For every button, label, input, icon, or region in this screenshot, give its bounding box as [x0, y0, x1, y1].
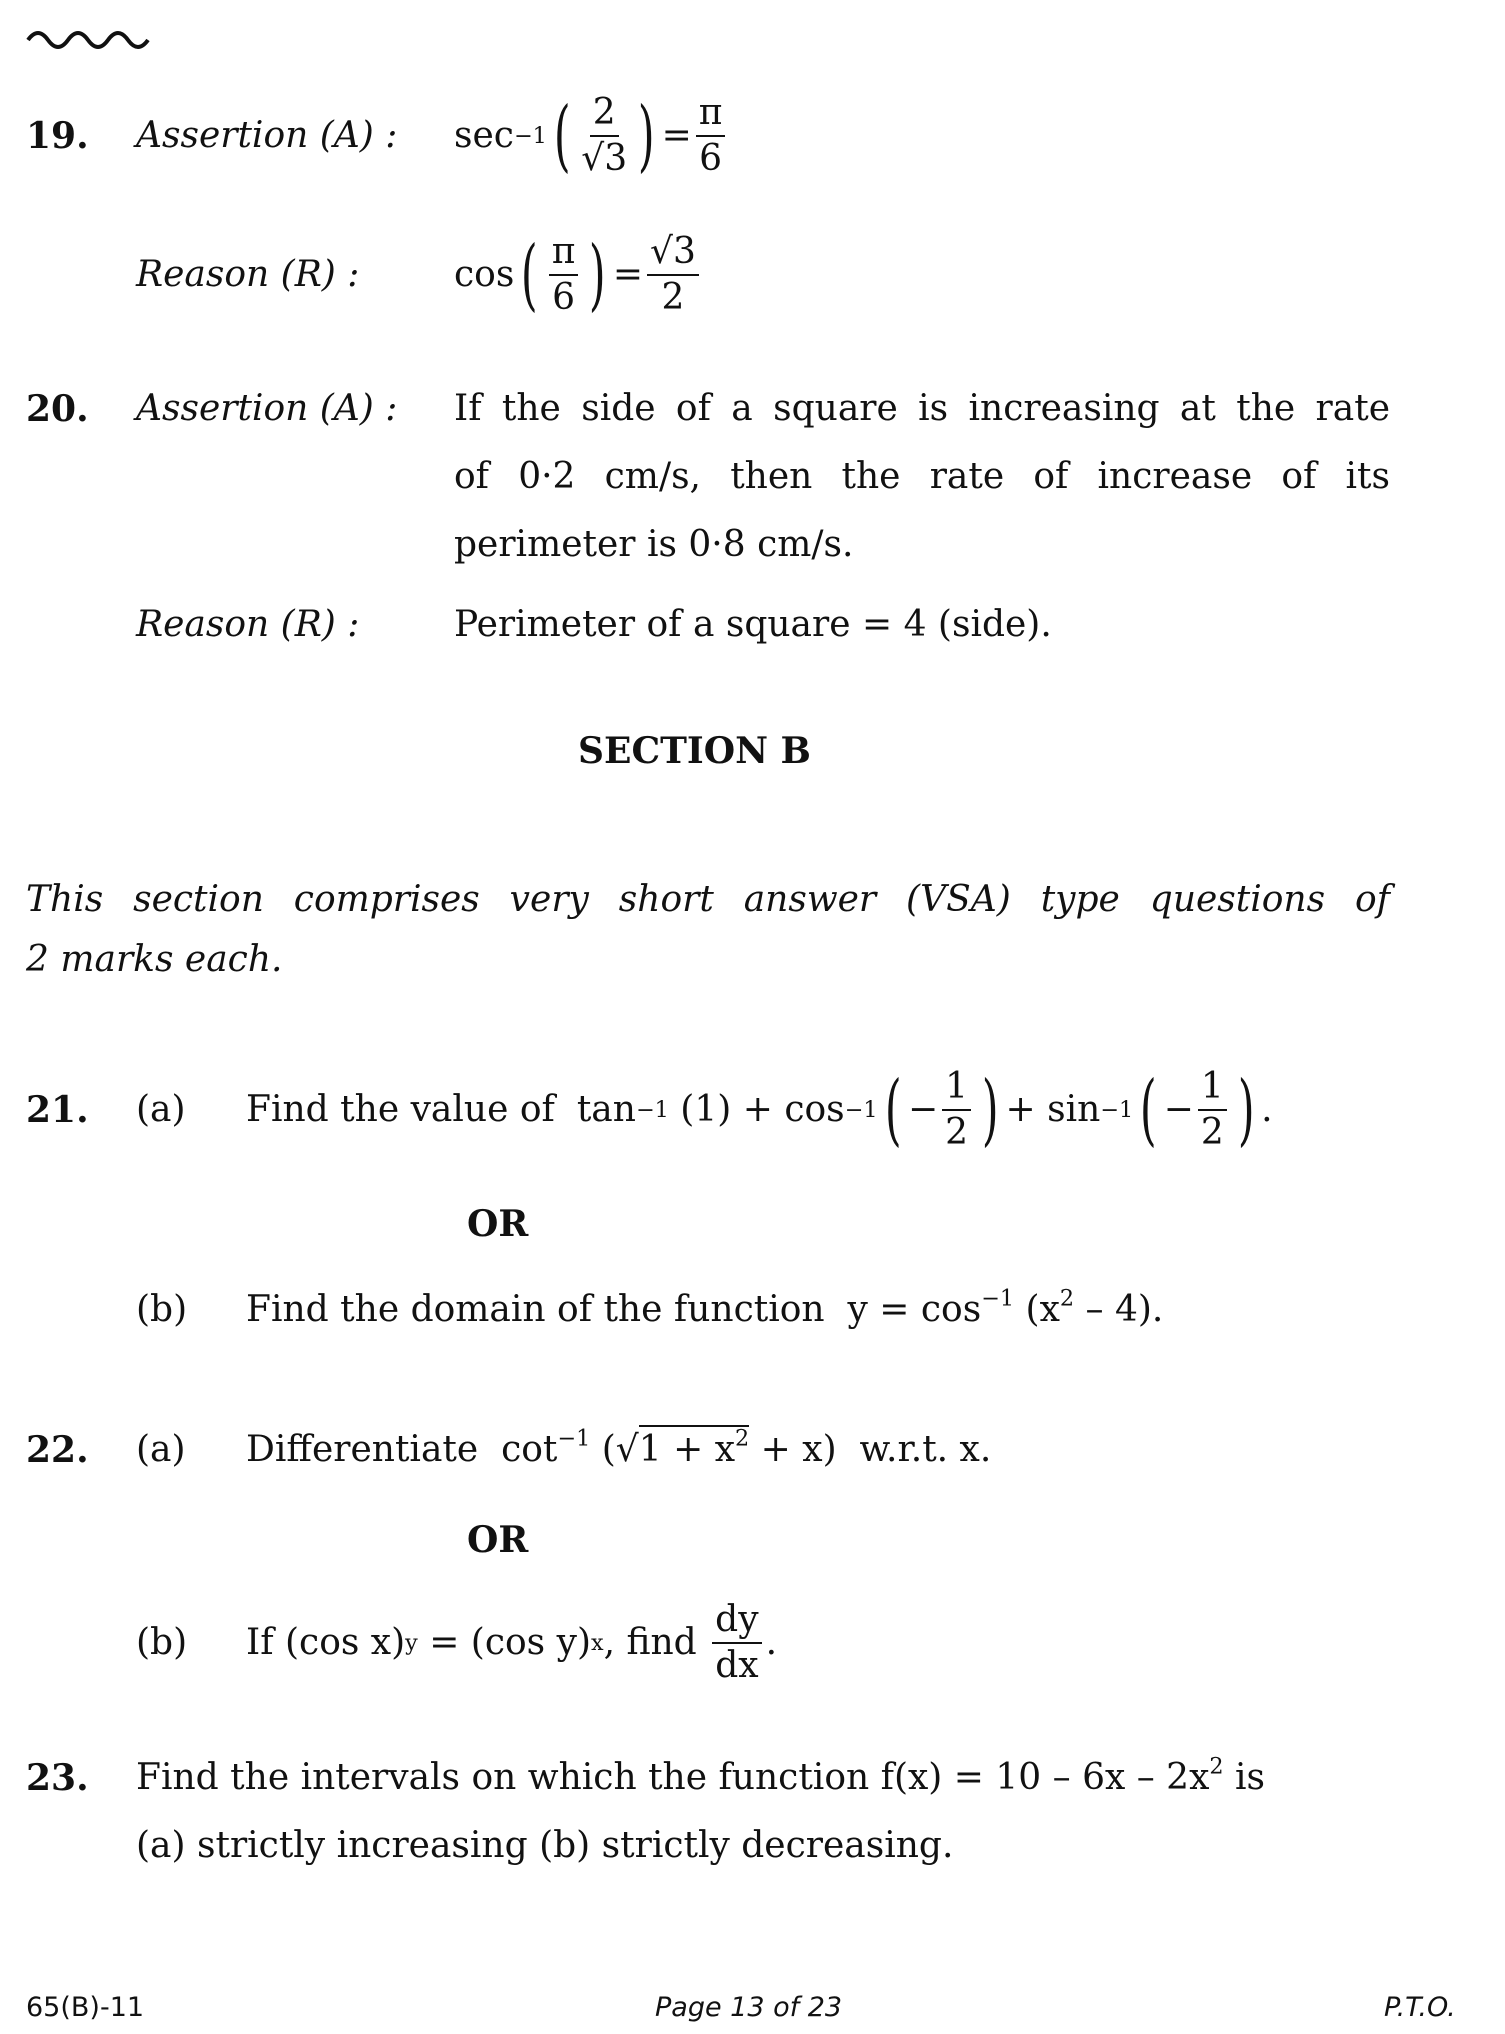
assertion-text: perimeter is 0·8 cm/s.: [454, 524, 854, 565]
period: .: [765, 1622, 778, 1663]
section-title: SECTION B: [578, 730, 811, 772]
pto: P.T.O.: [1384, 1992, 1456, 2023]
assertion-text: If the side of a square is increasing at the rate: [454, 388, 1390, 429]
numerator: 2: [590, 94, 619, 137]
question-23-text: (a) strictly increasing (b) strictly decreasing.: [136, 1825, 954, 1866]
math-text: w.r.t. x.: [859, 1429, 992, 1470]
question-number: 19.: [26, 115, 89, 157]
equals: =: [661, 115, 692, 156]
numerator: π: [549, 233, 579, 276]
question-23-text: [136, 1753, 1266, 1798]
part-label: (b): [136, 1289, 188, 1330]
exponent: −1: [981, 1285, 1015, 1312]
question-21a-text: Find the value of tan −1 (1) + cos −1 ( − $\frac{1}{2}$ ) + sin −1 ( − $\frac{1}{2}$ ) .: [246, 1065, 1273, 1155]
numerator: dy: [712, 1601, 761, 1644]
numerator: π: [696, 94, 726, 137]
wave-mark-icon: [24, 26, 156, 52]
question-number: 23.: [26, 1757, 89, 1799]
reason-label: Reason (R) :: [136, 604, 360, 645]
exponent: 2: [735, 1425, 750, 1452]
math-text: (1) + cos: [680, 1089, 845, 1130]
denominator: √3: [581, 138, 628, 179]
math-text: cot: [501, 1429, 558, 1470]
denominator: 2: [945, 1112, 969, 1153]
question-22a-text: Differentiate $\cot^{-1} (√1 + x^2 + x)$ w.r.t. x.: [246, 1425, 992, 1470]
assertion-label: Assertion (A) :: [136, 115, 398, 156]
assertion-text: of 0·2 cm/s, then the rate of increase of its: [454, 456, 1390, 497]
page-number: Page 13 of 23: [655, 1992, 843, 2023]
denominator: 6: [699, 138, 723, 179]
text: Find the domain of the function: [246, 1289, 825, 1330]
math-text: (x: [1025, 1289, 1060, 1330]
question-22b-text: If (cos x) y = (cos y) x , find $\frac{dy}{dx}$ .: [246, 1599, 778, 1686]
text: Find the value of: [246, 1089, 555, 1130]
exponent: 2: [1059, 1285, 1075, 1312]
assertion-math: sec −1 ( $\frac{2}{√3}$ ) = $\frac{\pi}{6}$: [454, 86, 729, 186]
exponent: 2: [1209, 1753, 1224, 1780]
denominator: 6: [552, 277, 576, 318]
math-text: tan: [576, 1089, 636, 1130]
text: Find the intervals on which the function f(x) = 10 – 6x – 2x: [136, 1757, 1210, 1798]
or-separator: OR: [467, 1203, 529, 1245]
text: is: [1223, 1757, 1266, 1798]
question-number: 20.: [26, 388, 89, 430]
math-text: – 4).: [1074, 1289, 1164, 1330]
part-label: (a): [136, 1089, 186, 1130]
denominator: 2: [1200, 1112, 1224, 1153]
exponent: −1: [557, 1425, 591, 1452]
math-text: cos: [454, 254, 515, 295]
math-text: sec: [454, 115, 514, 156]
math-text: + sin: [1005, 1089, 1101, 1130]
denominator: 2: [661, 277, 685, 318]
numerator: 1: [942, 1068, 971, 1111]
radicand: 1 + x: [638, 1429, 735, 1470]
question-number: 21.: [26, 1089, 89, 1131]
math-text: y = cos: [847, 1289, 982, 1330]
reason-math: cos ( $\frac{\pi}{6}$ ) = $\frac{√3}{2}$: [454, 225, 703, 325]
section-intro: This section comprises very short answer (VSA) type questions of: [26, 879, 1390, 920]
math-text: If (cos x): [246, 1622, 406, 1663]
or-separator: OR: [467, 1519, 529, 1561]
text: Differentiate: [246, 1429, 479, 1470]
question-21b-text: [246, 1285, 1164, 1330]
part-label: (b): [136, 1622, 188, 1663]
paper-code: 65(B)-11: [26, 1992, 145, 2023]
numerator: 1: [1198, 1068, 1227, 1111]
math-text: , find: [603, 1622, 697, 1663]
minus: −: [1163, 1089, 1194, 1130]
denominator: dx: [715, 1645, 759, 1686]
math-text: (: [601, 1429, 616, 1470]
part-label: (a): [136, 1429, 186, 1470]
numerator: √3: [647, 233, 699, 276]
reason-label: Reason (R) :: [136, 254, 360, 295]
reason-text: Perimeter of a square = 4 (side).: [454, 604, 1052, 645]
minus: −: [908, 1089, 939, 1130]
period: .: [1261, 1089, 1273, 1130]
math-text: + x): [760, 1429, 837, 1470]
math-text: = (cos y): [417, 1622, 591, 1663]
assertion-label: Assertion (A) :: [136, 388, 398, 429]
section-intro: 2 marks each.: [26, 939, 283, 980]
question-number: 22.: [26, 1429, 89, 1471]
equals: =: [612, 254, 644, 295]
